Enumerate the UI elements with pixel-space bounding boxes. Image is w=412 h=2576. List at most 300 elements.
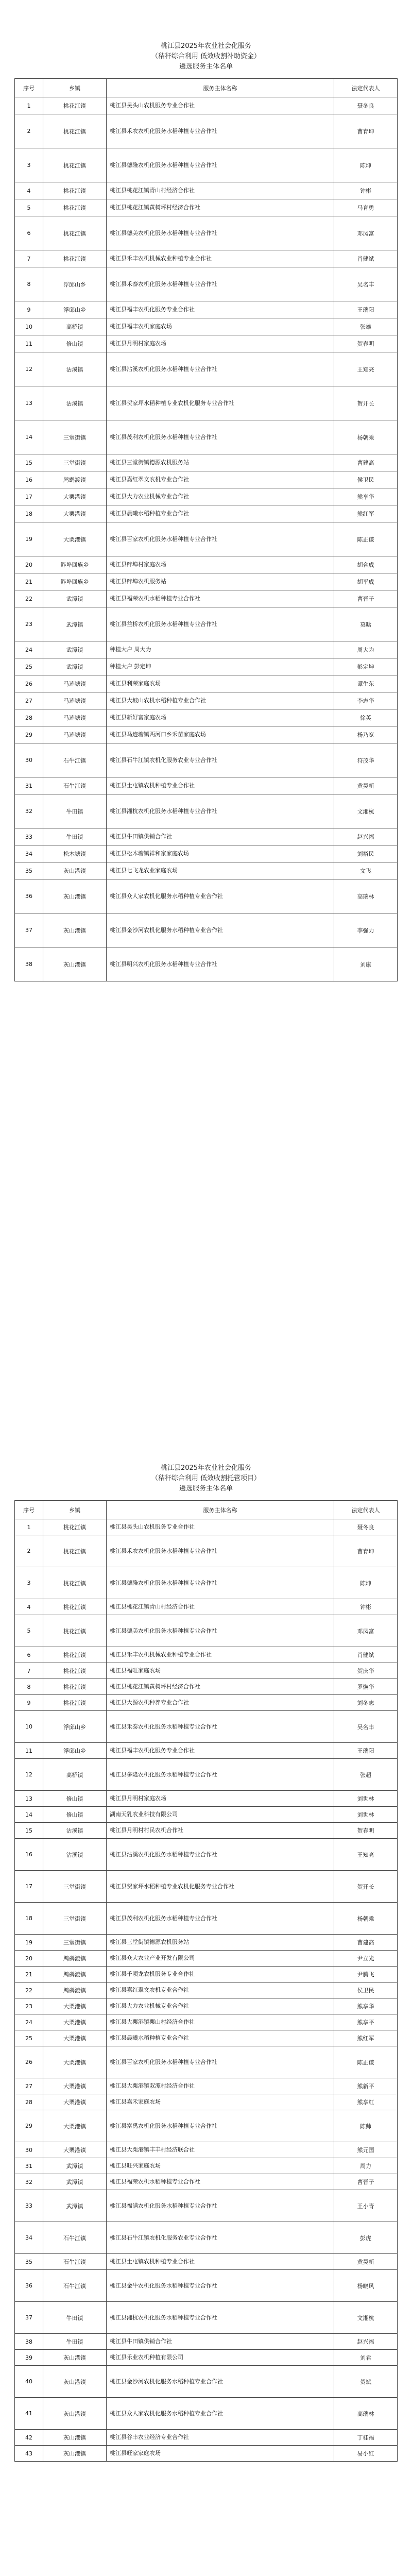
table-row: [15, 2398, 398, 2430]
row-entity-name: 桃江县石牛江镇农机化服务农业专业合作社: [107, 743, 334, 777]
row-no: 11: [15, 335, 43, 352]
row-town: 灰山港镇: [43, 2350, 107, 2366]
row-entity-name: 桃江县鲊埠农机服务站: [107, 573, 334, 590]
row-no: 20: [15, 556, 43, 573]
row-entity-name: 桃江县桃花江镇青山村经济合作社: [107, 182, 334, 199]
table-row: [15, 692, 398, 709]
row-no: 38: [15, 2334, 43, 2350]
row-no: 2: [15, 114, 43, 148]
row-town: 桃花江镇: [43, 1615, 107, 1647]
table-row: [15, 1647, 398, 1663]
row-entity-name: 桃江县大源农机种养专业合作社: [107, 1695, 334, 1711]
row-town: 桃花江镇: [43, 1519, 107, 1535]
row-entity-name: 桃江县嘉禾家庭农场: [107, 2094, 334, 2110]
row-rep: 贺春明: [334, 1823, 398, 1839]
table-row: [15, 777, 398, 794]
table-row: [15, 454, 398, 471]
table-row: [15, 2446, 398, 2462]
row-rep: 赵兴福: [334, 828, 398, 845]
row-no: 6: [15, 1647, 43, 1663]
row-entity-name: 桃江县大栗港镇丰丰村经济联合社: [107, 2142, 334, 2158]
row-no: 33: [15, 828, 43, 845]
table-row: [15, 386, 398, 420]
row-rep: 莫晗: [334, 607, 398, 641]
row-rep: 杨晓风: [334, 2270, 398, 2302]
row-entity-name: 桃江县松木塘镇祥和家家庭农场: [107, 845, 334, 862]
row-town: 石牛江镇: [43, 2270, 107, 2302]
table-row: [15, 2254, 398, 2270]
row-town: 石牛江镇: [43, 2222, 107, 2254]
row-town: 三堂街镇: [43, 1871, 107, 1903]
table-row: [15, 913, 398, 947]
row-town: 牛田镇: [43, 2334, 107, 2350]
table-row: [15, 743, 398, 777]
row-no: 39: [15, 2350, 43, 2366]
row-no: 11: [15, 1743, 43, 1759]
row-rep: 罗焕华: [334, 1679, 398, 1695]
row-rep: 曹晋子: [334, 590, 398, 607]
row-entity-name: 桃江县千顷龙农机服务专业合作社: [107, 1967, 334, 1982]
row-rep: 杨朝乘: [334, 420, 398, 454]
row-entity-name: 桃江县嘉红翠文农机专业合作社: [107, 471, 334, 488]
row-entity-name: 桃江县沾溪农机化服务水稻种植专业合作社: [107, 352, 334, 386]
row-town: 三堂街镇: [43, 454, 107, 471]
row-no: 17: [15, 1871, 43, 1903]
row-town: 三堂街镇: [43, 1903, 107, 1935]
header-rep: 法定代表人: [334, 79, 398, 97]
table-row: [15, 641, 398, 658]
row-rep: 熊红军: [334, 2030, 398, 2046]
table-row: [15, 2222, 398, 2254]
row-entity-name: 桃江县鲊埠村家庭农场: [107, 556, 334, 573]
row-town: 大栗港镇: [43, 2030, 107, 2046]
row-rep: 王小青: [334, 2190, 398, 2222]
row-town: 大栗港镇: [43, 2094, 107, 2110]
row-rep: 陈正谦: [334, 2046, 398, 2078]
row-no: 15: [15, 1823, 43, 1839]
row-no: 18: [15, 505, 43, 522]
row-town: 灰山港镇: [43, 862, 107, 879]
row-town: 大栗港镇: [43, 2142, 107, 2158]
row-town: 灰山港镇: [43, 947, 107, 981]
row-town: 浮邱山乡: [43, 301, 107, 318]
table-row: [15, 199, 398, 216]
table-row: [15, 1951, 398, 1967]
row-rep: 赵兴福: [334, 2334, 398, 2350]
table-row: [15, 2366, 398, 2398]
table-row: [15, 2142, 398, 2158]
row-town: 石牛江镇: [43, 777, 107, 794]
row-rep: 钟彬: [334, 1599, 398, 1615]
row-town: 牛田镇: [43, 794, 107, 828]
row-entity-name: 桃江县三堂街镇德源农机服务站: [107, 1935, 334, 1951]
row-town: 桃花江镇: [43, 1663, 107, 1679]
row-town: 牛田镇: [43, 2302, 107, 2334]
table-row: [15, 845, 398, 862]
row-town: 武潭镇: [43, 658, 107, 675]
row-rep: 杨朝乘: [334, 1903, 398, 1935]
row-entity-name: 桃江县禾泰农机化服务水稻种植专业合作社: [107, 1711, 334, 1743]
table-row: [15, 1567, 398, 1599]
row-rep: 贺开长: [334, 386, 398, 420]
row-no: 16: [15, 471, 43, 488]
row-no: 1: [15, 1519, 43, 1535]
row-town: 桃花江镇: [43, 216, 107, 250]
table-row: [15, 2174, 398, 2190]
header-no: 序号: [15, 1501, 43, 1519]
table-row: [15, 1711, 398, 1743]
row-no: 41: [15, 2398, 43, 2430]
table-row: [15, 2078, 398, 2094]
row-town: 桃花江镇: [43, 1599, 107, 1615]
row-entity-name: 桃江县禾泰农机化服务水稻种植专业合作社: [107, 267, 334, 301]
row-rep: 刘冬志: [334, 1695, 398, 1711]
row-entity-name: 桃江县桃花江镇黄树坪村经济合作社: [107, 1679, 334, 1695]
row-no: 38: [15, 947, 43, 981]
row-no: 23: [15, 1998, 43, 2014]
row-entity-name: 桃江县德隆农机化服务水稻种植专业合作社: [107, 148, 334, 182]
table-row: [15, 658, 398, 675]
row-rep: 侯卫民: [334, 1982, 398, 1998]
row-town: 大栗港镇: [43, 1998, 107, 2014]
row-town: 大栗港镇: [43, 2014, 107, 2030]
row-rep: 文湘杭: [334, 794, 398, 828]
row-no: 35: [15, 2254, 43, 2270]
row-entity-name: 桃江县众大农业产业开发有限公司: [107, 1951, 334, 1967]
row-rep: 刘世林: [334, 1807, 398, 1823]
table-row: [15, 318, 398, 335]
row-no: 37: [15, 2302, 43, 2334]
row-town: 浮邱山乡: [43, 1743, 107, 1759]
row-rep: 贺开长: [334, 1871, 398, 1903]
row-no: 30: [15, 2142, 43, 2158]
row-entity-name: 桃江县禾丰农机机械农业种植专业合作社: [107, 250, 334, 267]
row-no: 25: [15, 2030, 43, 2046]
row-town: 松木塘镇: [43, 845, 107, 862]
table-row: [15, 522, 398, 556]
row-town: 石牛江镇: [43, 2254, 107, 2270]
title-line-3: 遴选服务主体名单: [179, 63, 233, 71]
row-town: 马迹塘镇: [43, 692, 107, 709]
row-entity-name: 桃江县月明村家庭农场: [107, 335, 334, 352]
row-no: 29: [15, 2110, 43, 2142]
row-no: 4: [15, 1599, 43, 1615]
row-entity-name: 桃江县福丰农机家庭农场: [107, 318, 334, 335]
table-row: [15, 1743, 398, 1759]
table-row: [15, 2350, 398, 2366]
row-rep: 刘君: [334, 2350, 398, 2366]
row-no: 8: [15, 1679, 43, 1695]
row-rep: 熊享华: [334, 488, 398, 505]
section-1-title: [0, 41, 412, 72]
table-row: [15, 794, 398, 828]
row-rep: 熊享华: [334, 1998, 398, 2014]
table-row: [15, 1807, 398, 1823]
row-town: 鲊埠回族乡: [43, 556, 107, 573]
table-row: [15, 2094, 398, 2110]
table-row: [15, 675, 398, 692]
row-rep: 杨乃宽: [334, 726, 398, 743]
row-entity-name: 桃江县百家农机化服务水稻种植专业合作社: [107, 2046, 334, 2078]
row-no: 17: [15, 488, 43, 505]
row-rep: 贺庆华: [334, 1663, 398, 1679]
table-row: [15, 2046, 398, 2078]
row-town: 修山镇: [43, 335, 107, 352]
row-no: 25: [15, 658, 43, 675]
row-rep: 刘世林: [334, 1791, 398, 1807]
table-row: [15, 301, 398, 318]
row-no: 22: [15, 1982, 43, 1998]
row-rep: 尹立光: [334, 1951, 398, 1967]
table-row: [15, 1982, 398, 1998]
row-entity-name: 桃江县土屯镇农机种植专业合作社: [107, 2254, 334, 2270]
row-rep: 张超: [334, 1759, 398, 1791]
table-row: [15, 607, 398, 641]
row-town: 马迹塘镇: [43, 675, 107, 692]
table-row: [15, 862, 398, 879]
row-no: 32: [15, 2174, 43, 2190]
table-row: [15, 267, 398, 301]
row-entity-name: 桃江县福丰农机化服务专业合作社: [107, 1743, 334, 1759]
row-entity-name: 桃江县七飞龙农业家庭农场: [107, 862, 334, 879]
table-row: [15, 2158, 398, 2174]
table-row: [15, 828, 398, 845]
section-1: [0, 41, 412, 981]
row-town: 大栗港镇: [43, 522, 107, 556]
row-town: 马迹塘镇: [43, 709, 107, 726]
row-town: 鲊埠回族乡: [43, 573, 107, 590]
row-entity-name: 桃江县月明村村民农机合作社: [107, 1823, 334, 1839]
row-entity-name: 桃江县昊头山农机服务专业合作社: [107, 97, 334, 114]
row-town: 武潭镇: [43, 2158, 107, 2174]
row-entity-name: 桃江县福旺家庭农场: [107, 1663, 334, 1679]
row-entity-name: 桃江县众人家农机化服务水稻种植专业合作社: [107, 2398, 334, 2430]
row-rep: 陈坤: [334, 1567, 398, 1599]
table-row: [15, 114, 398, 148]
row-entity-name: 桃江县金沙河农机化服务水稻种植专业合作社: [107, 913, 334, 947]
row-town: 修山镇: [43, 1791, 107, 1807]
row-no: 21: [15, 1967, 43, 1982]
row-entity-name: 桃江县大栗港镇双潭村经济合作社: [107, 2078, 334, 2094]
row-entity-name: 湖南天乳农业科技有限公司: [107, 1807, 334, 1823]
row-town: 桃花江镇: [43, 199, 107, 216]
row-no: 23: [15, 607, 43, 641]
header-no: 序号: [15, 79, 43, 97]
row-no: 4: [15, 182, 43, 199]
row-rep: 徐英: [334, 709, 398, 726]
row-no: 9: [15, 1695, 43, 1711]
row-no: 12: [15, 352, 43, 386]
row-rep: 胡平成: [334, 573, 398, 590]
row-no: 13: [15, 1791, 43, 1807]
row-rep: 高瑞林: [334, 2398, 398, 2430]
table-row: [15, 726, 398, 743]
row-entity-name: 桃江县禾农农机化服务水稻种植专业合作社: [107, 1535, 334, 1567]
row-town: 沾溪镇: [43, 1823, 107, 1839]
row-town: 灰山港镇: [43, 2446, 107, 2462]
row-no: 10: [15, 318, 43, 335]
row-town: 灰山港镇: [43, 2430, 107, 2446]
row-rep: 陈坤: [334, 148, 398, 182]
row-entity-name: 桃江县茂利农机化服务水稻种植专业合作社: [107, 420, 334, 454]
row-no: 21: [15, 573, 43, 590]
table-row: [15, 1535, 398, 1567]
table-row: [15, 1759, 398, 1791]
row-rep: 张雄: [334, 318, 398, 335]
row-entity-name: 桃江县明兴农机化服务水稻种植专业合作社: [107, 947, 334, 981]
row-no: 7: [15, 250, 43, 267]
row-rep: 熊元国: [334, 2142, 398, 2158]
row-entity-name: 桃江县桃花江镇青山村经济合作社: [107, 1599, 334, 1615]
header-name: 服务主体名称: [107, 79, 334, 97]
title-line-3: 遴选服务主体名单: [179, 1485, 233, 1493]
row-rep: 高瑞林: [334, 879, 398, 913]
row-town: 灰山港镇: [43, 2398, 107, 2430]
row-town: 桃花江镇: [43, 1647, 107, 1663]
row-no: 26: [15, 2046, 43, 2078]
row-rep: 丁桂福: [334, 2430, 398, 2446]
row-rep: 聂冬良: [334, 1519, 398, 1535]
table-row: [15, 1903, 398, 1935]
row-rep: 周大为: [334, 641, 398, 658]
row-entity-name: 桃江县石牛江镇农机化服务农业专业合作社: [107, 2222, 334, 2254]
section-2: [0, 1463, 412, 2462]
table-row: [15, 1679, 398, 1695]
table-row: [15, 1839, 398, 1871]
row-town: 武潭镇: [43, 590, 107, 607]
row-rep: 刘康: [334, 947, 398, 981]
row-town: 桃花江镇: [43, 182, 107, 199]
row-town: 桃花江镇: [43, 1679, 107, 1695]
row-no: 16: [15, 1839, 43, 1871]
row-town: 灰山港镇: [43, 879, 107, 913]
table-row: [15, 420, 398, 454]
row-rep: 王知亮: [334, 1839, 398, 1871]
row-town: 马迹塘镇: [43, 726, 107, 743]
table-row: [15, 352, 398, 386]
row-rep: 熊红军: [334, 505, 398, 522]
row-rep: 符茂华: [334, 743, 398, 777]
table-1-body: [15, 97, 398, 981]
row-town: 大栗港镇: [43, 2046, 107, 2078]
row-entity-name: 桃江县福满农机化服务水稻种植专业合作社: [107, 2190, 334, 2222]
title-line-2: （秸秆综合利用 低效收割托管项目）: [151, 1475, 261, 1482]
row-no: 36: [15, 2270, 43, 2302]
row-entity-name: 桃江县桃花江镇黄树坪村经济合作社: [107, 199, 334, 216]
table-row: [15, 573, 398, 590]
row-rep: 王瑞阳: [334, 1743, 398, 1759]
row-entity-name: 桃江县德美农机化服务水稻种植专业合作社: [107, 1615, 334, 1647]
table-row: [15, 947, 398, 981]
row-entity-name: 桃江县福丰农机化服务专业合作社: [107, 301, 334, 318]
row-entity-name: 桃江县贺家坪水稻种植专业农机化服务专业合作社: [107, 1871, 334, 1903]
row-no: 31: [15, 777, 43, 794]
row-no: 33: [15, 2190, 43, 2222]
row-town: 武潭镇: [43, 2174, 107, 2190]
title-line-1: 桃江县2025年农业社会化服务: [160, 1464, 252, 1472]
row-rep: 黄昊新: [334, 777, 398, 794]
row-no: 31: [15, 2158, 43, 2174]
row-no: 1: [15, 97, 43, 114]
table-row: [15, 1998, 398, 2014]
row-no: 13: [15, 386, 43, 420]
table-row: [15, 1791, 398, 1807]
table-row: [15, 556, 398, 573]
row-entity-name: 桃江县嘉红翠文农机专业合作社: [107, 1982, 334, 1998]
row-town: 大栗港镇: [43, 2078, 107, 2094]
row-town: 武潭镇: [43, 607, 107, 641]
table-row: [15, 2030, 398, 2046]
row-no: 42: [15, 2430, 43, 2446]
header-rep: 法定代表人: [334, 1501, 398, 1519]
row-rep: 易小红: [334, 2446, 398, 2462]
table-2-header-row: [15, 1501, 398, 1519]
row-rep: 邓凤富: [334, 1615, 398, 1647]
table-row: [15, 2302, 398, 2334]
table-row: [15, 250, 398, 267]
row-town: 鸬鹚渡镇: [43, 1982, 107, 1998]
row-rep: 李强力: [334, 913, 398, 947]
header-name: 服务主体名称: [107, 1501, 334, 1519]
row-entity-name: 桃江县禾农农机化服务水稻种植专业合作社: [107, 114, 334, 148]
table-row: [15, 505, 398, 522]
row-no: 6: [15, 216, 43, 250]
row-entity-name: 桃江县大栗港镇栗山村经济合作社: [107, 2014, 334, 2030]
row-entity-name: 桃江县贺家坪水稻种植专业农机化服务专业合作社: [107, 386, 334, 420]
row-no: 2: [15, 1535, 43, 1567]
row-rep: 钟彬: [334, 182, 398, 199]
row-entity-name: 桃江县大坡山农机水稻种植专业合作社: [107, 692, 334, 709]
table-1-header-row: [15, 79, 398, 97]
table-row: [15, 148, 398, 182]
header-town: 乡镇: [43, 79, 107, 97]
table-2: [14, 1500, 398, 2462]
row-no: 9: [15, 301, 43, 318]
row-entity-name: 桃江县禾丰农机机械农业种植专业合作社: [107, 1647, 334, 1663]
table-row: [15, 1519, 398, 1535]
row-entity-name: 桃江县金牛农机化服务水稻种植专业合作社: [107, 2270, 334, 2302]
row-town: 大栗港镇: [43, 488, 107, 505]
row-town: 灰山港镇: [43, 2366, 107, 2398]
row-no: 20: [15, 1951, 43, 1967]
table-row: [15, 335, 398, 352]
row-no: 29: [15, 726, 43, 743]
row-no: 27: [15, 2078, 43, 2094]
row-town: 武潭镇: [43, 2190, 107, 2222]
row-rep: 曹建高: [334, 454, 398, 471]
row-rep: 文飞: [334, 862, 398, 879]
row-entity-name: 桃江县晨曦水稻种植专业合作社: [107, 2030, 334, 2046]
row-entity-name: 桃江县富禹农机化服务水稻种植专业合作社: [107, 2110, 334, 2142]
row-town: 沾溪镇: [43, 1839, 107, 1871]
row-entity-name: 桃江县湘杭农机化服务水稻种植专业合作社: [107, 2302, 334, 2334]
table-row: [15, 2014, 398, 2030]
row-rep: 聂冬良: [334, 97, 398, 114]
row-entity-name: 种植大户 彭定坤: [107, 658, 334, 675]
row-entity-name: 桃江县金沙河农机化服务水稻种植专业合作社: [107, 2366, 334, 2398]
table-2-body: [15, 1519, 398, 2462]
row-no: 24: [15, 641, 43, 658]
row-rep: 彭定坤: [334, 658, 398, 675]
row-rep: 黄昊新: [334, 2254, 398, 2270]
table-row: [15, 1615, 398, 1647]
row-rep: 陈正谦: [334, 522, 398, 556]
row-rep: 彭虎: [334, 2222, 398, 2254]
row-town: 修山镇: [43, 1807, 107, 1823]
row-entity-name: 桃江县百家农机化服务水稻种植专业合作社: [107, 522, 334, 556]
row-rep: 曹建高: [334, 1935, 398, 1951]
table-row: [15, 2110, 398, 2142]
